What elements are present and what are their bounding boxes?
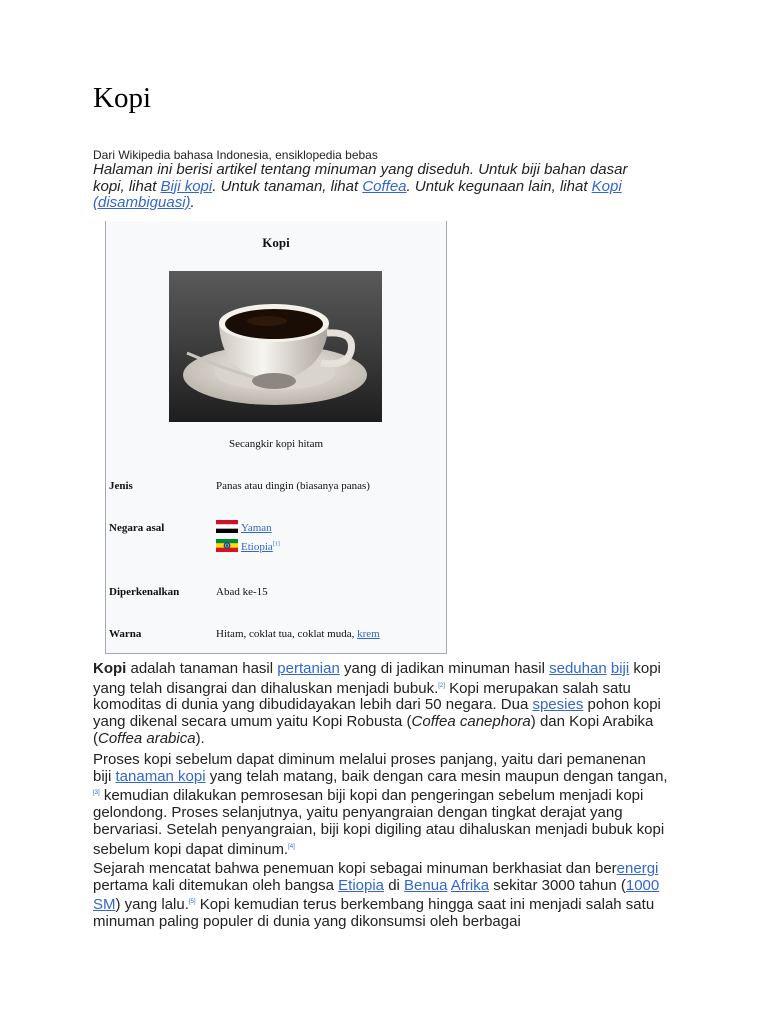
link-biji[interactable]: biji [610,660,630,677]
hatnote-text: . Untuk tanaman, lihat [212,177,363,195]
hatnote [93,162,653,212]
reference-1[interactable]: [1] [272,541,280,548]
infobox [105,221,447,654]
link-benua[interactable]: Benua [404,876,448,894]
link-yaman[interactable]: Yaman [241,522,272,534]
text: ) dan Kopi Arabika ( [93,713,654,747]
paragraph-2 [93,752,668,858]
row-value: Panas atau dingin (biasanya panas) [216,480,370,492]
yemen-flag-icon [216,520,238,533]
link-tanaman-kopi[interactable]: tanaman kopi [115,767,206,785]
origin-yaman [216,520,280,539]
text: ). [195,729,205,747]
text: Kopi merupakan salah satu komoditas di dunia yang dibudidayakan lebih dari 50 negara. Dua [93,679,631,714]
link-krem[interactable]: krem [357,628,380,640]
link-etiopia-body[interactable]: Etiopia [338,876,385,894]
row-value [216,520,280,558]
text: Sejarah mencatat bahwa penemuan kopi sebagai minuman berkhasiat dan ber [93,860,617,877]
row-value: Abad ke-15 [216,586,268,598]
hatnote-text: . Untuk kegunaan lain, lihat [406,177,592,195]
hatnote-text: . [190,194,195,211]
image-caption: Secangkir kopi hitam [228,438,324,450]
link-etiopia[interactable]: Etiopia [241,541,273,553]
text: yang di jadikan minuman hasil [339,660,550,677]
text: ) yang lalu. [115,896,189,914]
species-name: Coffea canephora [411,713,531,731]
origin-etiopia [216,539,280,558]
reference-2[interactable]: [2] [438,682,445,689]
text: kopi yang telah disangrai dan dihaluskan menjadi bubuk. [93,660,661,697]
link-seduhan[interactable]: seduhan [549,660,607,677]
text: Proses kopi sebelum dapat diminum melalui proses panjang, yaitu dari pemanenan biji [93,751,646,785]
coffee-cup-image[interactable] [169,271,382,422]
link-energi[interactable]: energi [616,860,659,877]
text: yang telah matang, baik dengan cara mesin maupun dengan tangan, [205,767,668,785]
link-afrika[interactable]: Afrika [450,876,490,894]
link-coffea[interactable]: Coffea [362,177,407,195]
row-label: Jenis [109,480,133,492]
row-label: Warna [109,628,142,640]
paragraph-3 [93,861,671,931]
reference-3[interactable]: [3] [93,790,100,797]
text: pohon kopi yang dikenal secara umum yaitu Kopi Robusta ( [93,696,661,731]
row-label: Negara asal [109,522,165,534]
text: adalah tanaman hasil [126,660,278,677]
site-tagline: Dari Wikipedia bahasa Indonesia, ensiklopedia bebas [93,148,378,162]
coffee-cup-illustration [169,271,382,422]
paragraph-1 [93,661,673,748]
page-title: Kopi [93,82,151,114]
text: Kopi kemudian terus berkembang hingga saat ini menjadi salah satu minuman paling populer di dunia yang dikonsumsi oleh berbagai [93,896,655,931]
hatnote-text: Halaman ini berisi artikel tentang minuman yang diseduh. Untuk biji bahan dasar kopi, lihat [93,161,628,195]
bold-term: Kopi [93,660,127,677]
text: pertama kali ditemukan oleh bangsa [93,876,339,894]
ethiopia-flag-icon [216,539,238,552]
infobox-caption: Kopi [106,221,446,261]
text: sekitar 3000 tahun ( [489,876,626,894]
link-spesies[interactable]: spesies [532,696,584,714]
link-1000-sm[interactable]: 1000 SM [93,876,660,914]
link-kopi-disambiguasi[interactable]: Kopi (disambiguasi) [93,177,622,211]
row-value [216,628,380,640]
warna-text: Hitam, coklat tua, coklat muda, [216,628,358,640]
text: kemudian dilakukan pemrosesan biji kopi dan pengeringan sebelum menjadi kopi gelondong. Proses selanjutnya, yaitu penyangraian dengan tingkat derajat yang bervariasi. Setelah penyangraian, biji kopi digiling atau dihaluskan menjadi bubuk kopi sebelum kopi dapat diminum. [93,787,665,858]
species-name: Coffea arabica [98,729,196,747]
row-label: Diperkenalkan [109,586,180,598]
link-biji-kopi[interactable]: Biji kopi [160,177,213,195]
reference-5[interactable]: [5] [188,899,196,906]
link-pertanian[interactable]: pertanian [277,660,340,677]
reference-4[interactable]: [4] [288,843,295,850]
text: di [384,876,405,894]
